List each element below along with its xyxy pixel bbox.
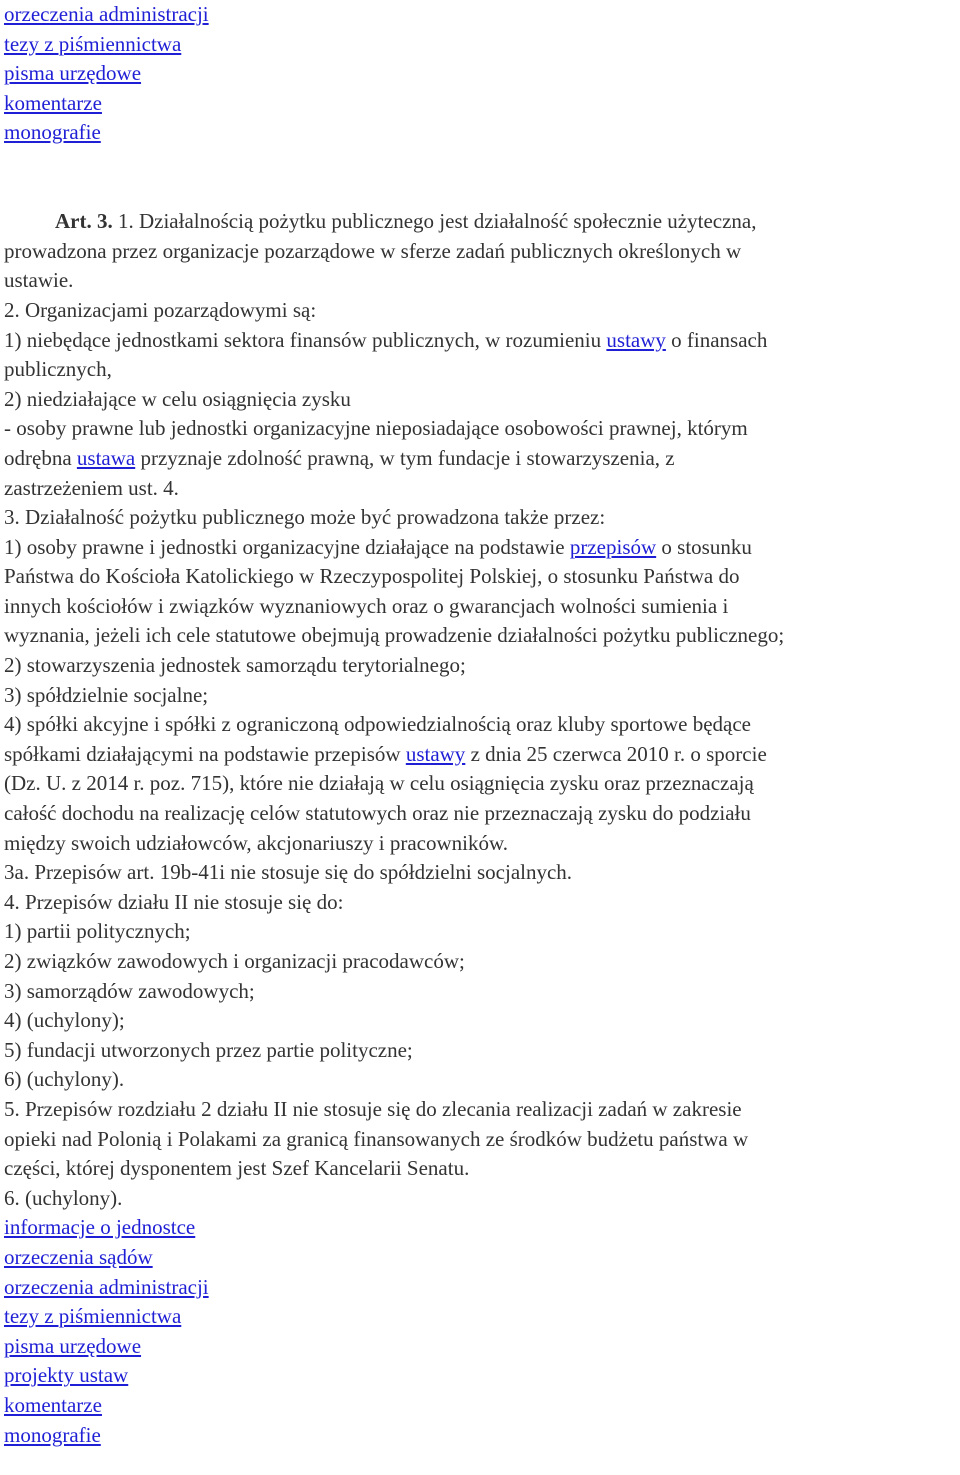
link-orzeczenia-sadow[interactable]: orzeczenia sądów <box>4 1244 153 1269</box>
paragraph-1-line-3: ustawie. <box>4 268 74 293</box>
paragraph-2-item-3-end: zastrzeżeniem ust. 4. <box>4 475 179 500</box>
link-ustawy[interactable]: ustawy <box>606 327 666 352</box>
text: odrębna <box>4 445 77 470</box>
paragraph-3-item-4-line-4: całość dochodu na realizację celów statutowych oraz nie przeznaczają zysku do podziału <box>4 801 751 826</box>
paragraph-2-item-3-cont <box>4 444 958 474</box>
bottom-links <box>4 1213 958 1450</box>
paragraph-4-item: 4) (uchylony); <box>4 1008 125 1033</box>
paragraph-2-item-3: - osoby prawne lub jednostki organizacyjne nieposiadające osobowości prawnej, którym <box>4 416 748 441</box>
paragraph-2-intro: 2. Organizacjami pozarządowymi są: <box>4 297 317 322</box>
paragraph-3-item-2: 2) stowarzyszenia jednostek samorządu terytorialnego; <box>4 653 466 678</box>
paragraph-6: 6. (uchylony). <box>4 1185 123 1210</box>
top-links <box>4 0 958 148</box>
link-projekty-ustaw[interactable]: projekty ustaw <box>4 1363 129 1388</box>
text: o finansach <box>665 327 768 352</box>
paragraph-4-item: 1) partii politycznych; <box>4 919 191 944</box>
paragraph-3-intro: 3. Działalność pożytku publicznego może być prowadzona także przez: <box>4 505 606 530</box>
paragraph-3-item-4-line-3: (Dz. U. z 2014 r. poz. 715), które nie działają w celu osiągnięcia zysku oraz przeznaczają <box>4 771 754 796</box>
link-pisma-urzedowe[interactable]: pisma urzędowe <box>4 61 142 86</box>
paragraph-4-item: 5) fundacji utworzonych przez partie polityczne; <box>4 1037 413 1062</box>
link-komentarze[interactable]: komentarze <box>4 1392 102 1417</box>
document-page <box>4 0 958 1450</box>
paragraph-3a: 3a. Przepisów art. 19b-41i nie stosuje się do spółdzielni socjalnych. <box>4 860 573 885</box>
paragraph-3-item-1 <box>4 533 958 563</box>
spacer <box>4 148 958 178</box>
text: 1) osoby prawne i jednostki organizacyjne działające na podstawie <box>4 534 570 559</box>
paragraph-4-item: 2) związków zawodowych i organizacji pracodawców; <box>4 949 465 973</box>
paragraph-4-item: 6) (uchylony). <box>4 1067 125 1092</box>
link-ustawa[interactable]: ustawa <box>76 445 136 470</box>
paragraph-5-line-3: części, której dysponentem jest Szef Kancelarii Senatu. <box>4 1156 470 1181</box>
spacer <box>4 178 958 208</box>
link-ustawy-sport[interactable]: ustawy <box>405 741 466 766</box>
paragraph-3-item-3: 3) spółdzielnie socjalne; <box>4 682 209 707</box>
paragraph-2-item-1-cont: publicznych, <box>4 357 112 382</box>
text: spółkami działającymi na podstawie przepisów <box>4 741 406 766</box>
article-first-line <box>4 207 958 237</box>
paragraph-2-item-1 <box>4 326 958 356</box>
link-orzeczenia-administracji[interactable]: orzeczenia administracji <box>4 1274 209 1299</box>
paragraph-1-line-2: prowadzona przez organizacje pozarządowe w sferze zadań publicznych określonych w <box>4 238 742 263</box>
link-pisma-urzedowe[interactable]: pisma urzędowe <box>4 1333 142 1358</box>
link-orzeczenia-administracji[interactable]: orzeczenia administracji <box>4 2 209 26</box>
paragraph-3-item-4: 4) spółki akcyjne i spółki z ograniczoną odpowiedzialnością oraz kluby sportowe będące <box>4 712 752 737</box>
text: przyznaje zdolność prawną, w tym fundacje i stowarzyszenia, z <box>135 445 675 470</box>
paragraph-3-item-1-line-4: wyznania, jeżeli ich cele statutowe obejmują prowadzenie działalności pożytku publicznego; <box>4 623 785 648</box>
paragraph-3-item-1-line-2: Państwa do Kościoła Katolickiego w Rzeczypospolitej Polskiej, o stosunku Państwa do <box>4 564 740 589</box>
article-heading: Art. 3. <box>55 209 113 234</box>
text: 1) niebędące jednostkami sektora finansów publicznych, w rozumieniu <box>4 327 607 352</box>
paragraph-4-intro: 4. Przepisów działu II nie stosuje się do: <box>4 889 344 914</box>
link-tezy-z-pismiennictwa[interactable]: tezy z piśmiennictwa <box>4 1304 182 1329</box>
article-body <box>4 207 958 1213</box>
paragraph-3-item-1-line-3: innych kościołów i związków wyznaniowych oraz o gwarancjach wolności sumienia i <box>4 593 729 618</box>
link-tezy-z-pismiennictwa[interactable]: tezy z piśmiennictwa <box>4 31 182 56</box>
paragraph-5-line-2: opieki nad Polonią i Polakami za granicą finansowanych ze środków budżetu państwa w <box>4 1126 749 1151</box>
paragraph-4-item: 3) samorządów zawodowych; <box>4 978 255 1003</box>
link-monografie[interactable]: monografie <box>4 1422 101 1447</box>
text: z dnia 25 czerwca 2010 r. o sporcie <box>465 741 767 766</box>
paragraph-1-line-1: 1. Działalnością pożytku publicznego jest działalność społecznie użyteczna, <box>117 209 757 234</box>
paragraph-3-item-4-line-2 <box>4 740 958 770</box>
link-komentarze[interactable]: komentarze <box>4 90 102 115</box>
link-przepisow[interactable]: przepisów <box>569 534 657 559</box>
link-informacje-o-jednostce[interactable]: informacje o jednostce <box>4 1215 196 1240</box>
text: o stosunku <box>656 534 752 559</box>
paragraph-2-item-2: 2) niedziałające w celu osiągnięcia zysku <box>4 386 351 411</box>
paragraph-5-line-1: 5. Przepisów rozdziału 2 działu II nie stosuje się do zlecania realizacji zadań w zakresie <box>4 1096 742 1121</box>
paragraph-3-item-4-line-5: między swoich udziałowców, akcjonariuszy i pracowników. <box>4 830 509 855</box>
link-monografie[interactable]: monografie <box>4 120 101 145</box>
